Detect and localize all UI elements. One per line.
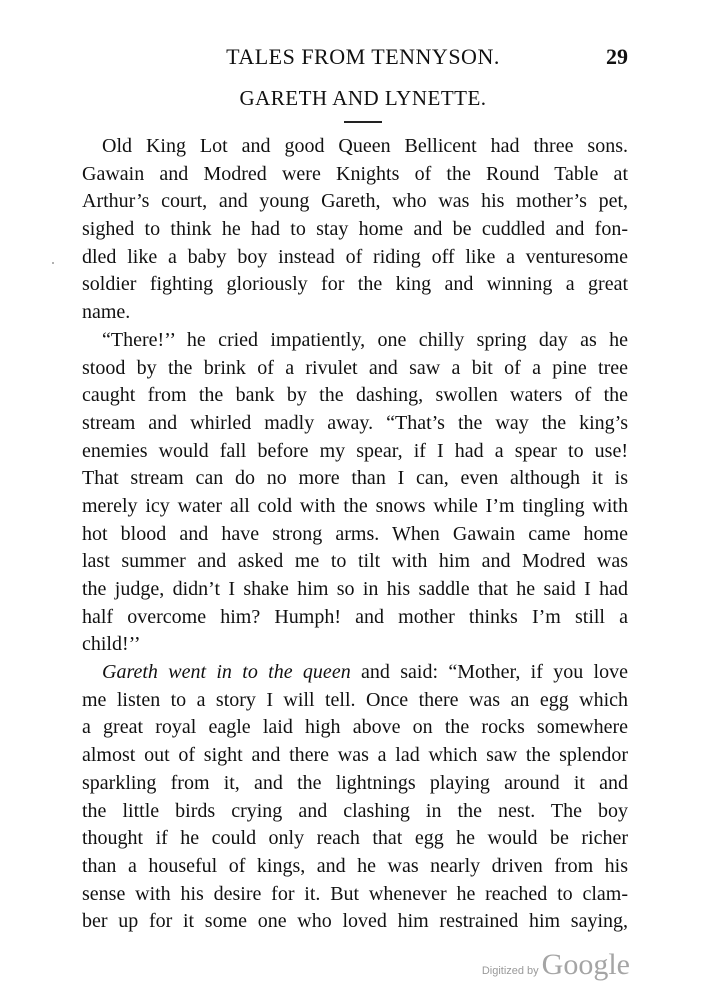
line-text: sighed to think he had to stay home and be cuddled and fon- (82, 218, 628, 241)
text-line (82, 244, 628, 272)
text-line (82, 327, 628, 355)
line-text: enemies would fall before my spear, if I had a spear to use! (82, 439, 628, 462)
text-line (82, 216, 628, 244)
running-header-title: TALES FROM TENNYSON. (226, 44, 500, 69)
text-line (82, 548, 628, 576)
body-text (82, 133, 628, 936)
line-text: stood by the brink of a rivulet and saw a bit of a pine tree (82, 356, 628, 379)
line-text: and said: “Mother, if you love (350, 661, 628, 684)
text-line (82, 161, 628, 189)
line-text: Old King Lot and good Queen Bellicent had three sons. (102, 135, 628, 157)
line-text: Arthur’s court, and young Gareth, who was his mother’s pet, (82, 190, 628, 213)
text-line (82, 825, 628, 853)
text-line (82, 410, 628, 438)
line-text: “There!’’ he cried impatiently, one chilly spring day as he (102, 328, 628, 351)
chapter-title: GARETH AND LYNETTE. (239, 86, 487, 110)
line-text: merely icy water all cold with the snows while I’m tingling with (82, 494, 628, 517)
text-line (82, 521, 628, 549)
line-text: soldier fighting gloriously for the king and winning a great (82, 273, 628, 296)
line-text: name. (82, 301, 131, 324)
line-text: than a houseful of kings, and he was nearly driven from his (82, 854, 628, 877)
line-text: sparkling from it, and the lightnings playing around it and (82, 771, 628, 794)
watermark-brand-logo: Google (541, 948, 630, 981)
text-line (82, 299, 628, 327)
text-line (82, 271, 628, 299)
line-text: stream and whirled madly away. “That’s the way the king’s (82, 411, 628, 434)
page-number: 29 (606, 44, 628, 69)
line-text: That stream can do no more than I can, even although it is (82, 467, 628, 490)
text-line (82, 188, 628, 216)
line-text: ber up for it some one who loved him restrained him saying, (82, 910, 628, 933)
title-divider-rule (344, 121, 382, 123)
text-line (82, 604, 628, 632)
line-text: me listen to a story I will tell. Once there was an egg which (82, 688, 628, 711)
line-text: caught from the bank by the dashing, swollen waters of the (82, 384, 628, 407)
text-line (82, 881, 628, 909)
text-line (82, 133, 628, 161)
line-text: child!’’ (82, 633, 141, 656)
line-text: thought if he could only reach that egg he would be richer (82, 827, 628, 850)
text-line (82, 631, 628, 659)
line-text: hot blood and have strong arms. When Gawain came home (82, 522, 628, 545)
text-line (82, 659, 628, 687)
line-text: Gawain and Modred were Knights of the Round Table at (82, 162, 628, 185)
text-line (82, 687, 628, 715)
text-line (82, 853, 628, 881)
text-line (82, 908, 628, 936)
margin-speck (52, 262, 54, 264)
line-text: a great royal eagle laid high above on the rocks somewhere (82, 716, 628, 739)
text-line (82, 465, 628, 493)
line-text: sense with his desire for it. But whenever he reached to clam- (82, 882, 628, 905)
text-line (82, 493, 628, 521)
text-line (82, 382, 628, 410)
line-text: half overcome him? Humph! and mother thinks I’m still a (82, 605, 628, 628)
text-line (82, 742, 628, 770)
text-line (82, 798, 628, 826)
text-line (82, 770, 628, 798)
text-line (82, 714, 628, 742)
text-line (82, 355, 628, 383)
text-line (82, 576, 628, 604)
italic-phrase: Gareth went in to the queen (102, 661, 351, 684)
digitized-watermark (482, 948, 630, 982)
line-text: almost out of sight and there was a lad which saw the splendor (82, 744, 628, 767)
watermark-prefix: Digitized by (481, 965, 539, 977)
line-text: the judge, didn’t I shake him so in his saddle that he said I had (82, 578, 628, 600)
text-line (82, 438, 628, 466)
line-text: last summer and asked me to tilt with him and Modred was (82, 550, 628, 573)
line-text: dled like a baby boy instead of riding off like a venturesome (82, 245, 628, 268)
line-text: the little birds crying and clashing in the nest. The boy (82, 799, 628, 822)
